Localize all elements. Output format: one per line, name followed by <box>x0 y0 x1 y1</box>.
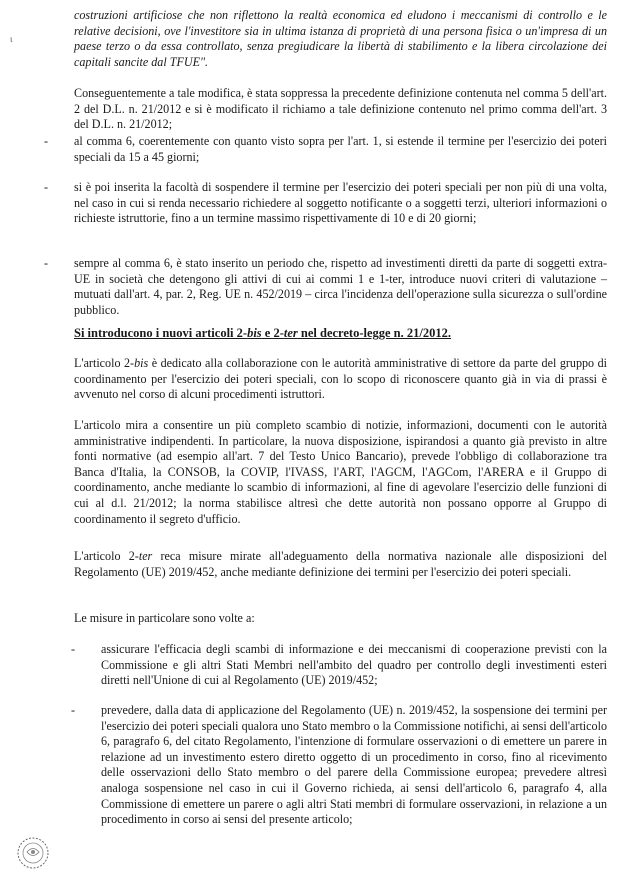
stray-mark: ɩ <box>10 34 13 44</box>
bullet-dash: - <box>44 180 49 194</box>
heading-text: e 2- <box>261 326 284 340</box>
bullet-sospensione-termini-item: prevedere, dalla data di applicazione del Regolamento (UE) n. 2019/452, la sospensione dei termini per l'esercizio dei poteri speciali qualora uno Stato membro o la Commissione notifichi, ai sensi dell'articolo 6, paragrafo 6, del citato Regolamento, l'intenzione di formulare osservazioni o di emettere un parere in relazione ad un investimento estero diretto oggetto di un procedimento in corso, fino al ricevimento delle osservazioni dello Stato membro o del parere della Commissione europea; prevedere altresì analoga sospensione nel caso in cui il Governo richieda, ai sensi dell'articolo 6, paragrafo 4, alla Commissione di emettere un parere o agli altri Stati membri di formulare osservazioni, in relazione a un procedimento in corso ai sensi del presente articolo; <box>101 703 607 827</box>
bullet-criteri-item: sempre al comma 6, è stato inserito un periodo che, rispetto ad investimenti diretti da parte di soggetti extra-UE in società che detengono gli attivi di cui ai commi 1 e 1-ter, introduce nuovi criteri di valutazione – mutuati dall'art. 4, par. 2, Reg. UE n. 452/2019 – circa l'incidenza dell'operazione sulla sicurezza o sull'ordine pubblico. <box>74 256 607 317</box>
heading-text: nel decreto-legge n. 21/2012. <box>297 326 451 340</box>
bullet-dash: - <box>71 703 76 717</box>
intro-italic-paragraph: costruzioni artificiose che non riflettono la realtà economica ed eludono i meccanismi di controllo e le relative decisioni, ove l'investitore sia in ultima istanza di proprietà di una persona fisica o un'impresa di un paese terzo o da essa controllato, senza pregiudicare la libertà di stabilimento e la libera circolazione dei capitali sancite dal TFUE". <box>74 8 607 69</box>
article-2ter-b: ter <box>138 549 153 563</box>
article-2bis-a: L'articolo 2- <box>74 356 135 370</box>
bullet-dash: - <box>44 134 49 148</box>
heading-text: Si introducono i nuovi articoli 2- <box>74 326 248 340</box>
bullet-dash: - <box>71 642 76 656</box>
heading-bis: bis <box>247 326 262 340</box>
collaboration-paragraph: L'articolo mira a consentire un più completo scambio di notizie, informazioni, documenti con le autorità amministrative indipendenti. In particolare, la nuova disposizione, ispirandosi a quanto già previsto in altre fonti normative (ad esempio all'art. 7 del Testo Unico Bancario), prevede l'obbligo di collaborazione tra Banca d'Italia, la CONSOB, la COVIP, l'IVASS, l'ART, l'AGCM, l'AGCom, l'ARERA e il Gruppo di coordinamento, anche mediante lo scambio di informazioni, al fine di agevolare l'esercizio delle funzioni di cui al d.l. 21/2012; la norma stabilisce altresì che dette autorità non possano opporre al Gruppo di coordinamento il segreto d'ufficio. <box>74 418 607 526</box>
article-2bis-paragraph <box>74 356 607 403</box>
article-2bis-c: è dedicato alla collaborazione con le autorità amministrative di settore da parte del gruppo di coordinamento per l'esercizio dei poteri speciali, con lo scopo di riconoscere quanto già in via di prassi è avvenuto nel corso di alcuni procedimenti istruttori. <box>74 356 607 402</box>
article-2ter-a: L'articolo 2- <box>74 549 139 563</box>
measures-intro: Le misure in particolare sono volte a: <box>74 611 255 625</box>
bullet-dash: - <box>44 256 49 270</box>
intro-paragraph: Conseguentemente a tale modifica, è stata soppressa la precedente definizione contenuta nel comma 5 dell'art. 2 del D.L. n. 21/2012 e si è modificato il richiamo a tale definizione contenuto nel primo comma dell'art. 3 del D.L. n. 21/2012; <box>74 86 607 132</box>
article-2ter-paragraph <box>74 549 607 580</box>
bullet-sospensione-item: si è poi inserita la facoltà di sospendere il termine per l'esercizio dei poteri speciali per non più di una volta, nel caso in cui si renda necessario richiedere al soggetto notificante o a soggetti terzi, ulteriori informazioni o richieste istruttorie, fino a un termine massimo rispettivamente di 10 e di 20 giorni; <box>74 180 607 226</box>
section-heading <box>74 325 451 341</box>
bullet-scambi-item: assicurare l'efficacia degli scambi di informazione e dei meccanismi di cooperazione previsti con la Commissione e gli altri Stati Membri nell'ambito del quadro per controllo degli investimenti esteri diretti nell'Unione di cui al Regolamento (UE) 2019/452; <box>101 642 607 688</box>
heading-ter: ter <box>283 326 298 340</box>
round-stamp-icon <box>16 836 50 870</box>
bullet-termine-item: al comma 6, coerentemente con quanto visto sopra per l'art. 1, si estende il termine per l'esercizio dei poteri speciali da 15 a 45 giorni; <box>74 134 607 164</box>
article-2ter-c: reca misure mirate all'adeguamento della normativa nazionale alle disposizioni del Regolamento (UE) 2019/452, anche mediante definizione dei termini per l'esercizio dei poteri speciali. <box>74 549 607 579</box>
article-2bis-b: bis <box>134 356 149 370</box>
